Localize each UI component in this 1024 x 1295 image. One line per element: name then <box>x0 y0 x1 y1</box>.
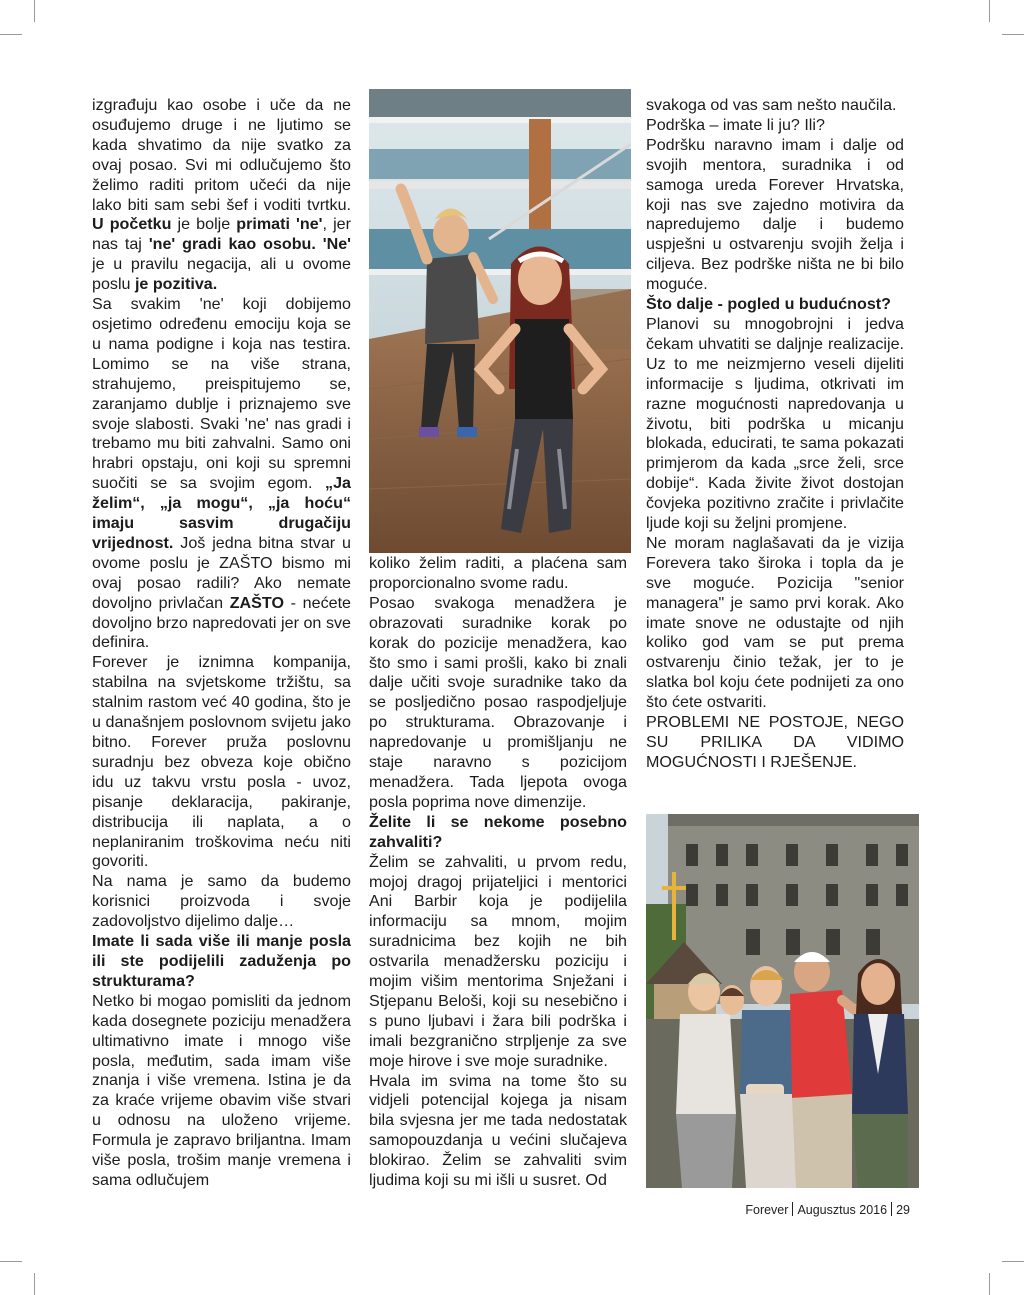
article-column-2 <box>369 554 627 1191</box>
paragraph: Netko bi mogao pomisliti da jednom kada dosegnete poziciju menadžera ultimativno imate i mnogo više posla, međutim, sada imam više znanja i više vremena. Istina je da za kraće vrijeme obavim više stvari u odnosu na uloženo vrijeme. Formula je zapravo briljantna. Imam više posla, trošim manje vremena i sama odlučujem <box>92 991 351 1189</box>
crop-mark <box>0 34 22 35</box>
paragraph: Planovi su mnogobrojni i jedva čekam uhvatiti se daljnje realizacije. Uz to me neizmjerno veseli dijeliti informacije s ljudima, otkrivati im razne mogućnosti napredovanja u životu, biti podrška u micanju blokada, educirati, te sama pokazati primjerom da kada „srce želi, srce dobije“. Kada živite život dostojan čovjeka pozitivno zračite i privlačite ljude koji su željni promjene. <box>646 314 904 533</box>
section-heading: Što dalje - pogled u budućnost? <box>646 295 891 314</box>
footer-divider <box>792 1202 793 1216</box>
section-heading: Imate li sada više ili manje posla ili ste podijelili zaduženja po strukturama? <box>92 932 351 990</box>
paragraph: PROBLEMI NE POSTOJE, NEGO SU PRILIKA DA VIDIMO MOGUĆNOSTI I RJEŠENJE. <box>646 713 904 771</box>
crop-mark <box>34 0 35 22</box>
footer-issue: Augusztus 2016 <box>797 1203 888 1217</box>
paragraph: Želim se zahvaliti, u prvom redu, mojoj dragoj prijateljici i mentorici Ani Barbir koja je podijelila informaciju sa mnom, mojim suradnicima bez kojih ne bih ostvarila menadžersku poziciju i mojim višim mentorima Snježani i Stjepanu Beloši, koji su nesebično i s puno ljubavi i žara bili podrška i imali bezgranično strpljenje za sve moje hirove i sve moje suradnike. <box>369 852 627 1070</box>
paragraph: svakoga od vas sam nešto naučila. <box>646 96 897 114</box>
paragraph: koliko želim raditi, a plaćena sam proporcionalno svome radu. <box>369 554 627 592</box>
photo-group <box>646 814 919 1188</box>
paragraph: Podrška – imate li ju? Ili? <box>646 115 825 134</box>
paragraph: Ne moram naglašavati da je vizija Forevera tako široka i topla da je sve moguće. Pozicija "senior managera" je samo prvi korak. Ako imate snove ne odustajte od njih koliko god vam se put prema ostvarenju činio težak, jer to je slatka bol koju ćete podnijeti za ono što ćete ostvariti. <box>646 533 904 712</box>
paragraph: Forever je iznimna kompanija, stabilna na svjetskome tržištu, sa stalnim rastom već 40 godina, što je u današnjem poslovnom svijetu jako bitno. Forever pruža poslovnu suradnju bez obveza koje obično idu uz takvu vrstu posla - uvoz, pisanje deklaracija, pakiranje, distribucija ili naplata, a o neplaniranim troškovima neću niti govoriti. <box>92 653 351 871</box>
paragraph: Na nama je samo da budemo korisnici proizvoda i svoje zadovoljstvo dijelimo dalje… <box>92 872 351 931</box>
footer-divider <box>891 1202 892 1216</box>
article-column-1 <box>92 96 351 1191</box>
section-heading: Želite li se nekome posebno zahvaliti? <box>369 812 627 851</box>
paragraph: izgrađuju kao osobe i uče da ne osuđujemo druge i ne ljutimo se kada shvatimo da nije svatko za ovaj posao. Svi mi odlučujemo što želimo raditi pritom učeći da nije lako biti sam sebi šef i voditi tvrtku. U početku je bolje primati 'ne', jer nas taj 'ne' gradi kao osobu. 'Ne' je u pravilu negacija, ali u ovome poslu je pozitiva. <box>92 96 352 294</box>
crop-mark <box>989 1273 990 1295</box>
photo-dancing-women-image <box>369 89 631 553</box>
paragraph: Posao svakoga menadžera je obrazovati suradnike korak po korak do pozicije menadžera, kao što smo i sami prošli, kako bi znali dalje učiti svoje suradnike tako da se posljedično posao raspodjeljuje po strukturama. Obrazovanje i napredovanje u promišljanju ne staje naravno s pozicijom menadžera. Tada ljepota ovoga posla poprima nove dimenzije. <box>369 593 627 811</box>
crop-mark <box>34 1273 35 1295</box>
crop-mark <box>1002 34 1024 35</box>
page-number: 29 <box>896 1203 910 1217</box>
page-footer <box>620 1202 910 1217</box>
paragraph: Hvala im svima na tome što su vidjeli potencijal kojega ja nisam bila svjesna jer me tada nedostatak samopouzdanja u većini slučajeva blokirao. Želim se zahvaliti svim ljudima koji su mi išli u susret. Od <box>369 1071 627 1190</box>
crop-mark <box>1002 1261 1024 1262</box>
footer-brand: Forever <box>745 1203 789 1217</box>
crop-mark <box>0 1261 22 1262</box>
paragraph: Podršku naravno imam i dalje od svojih mentora, suradnika i od samoga ureda Forever Hrvatska, koji nas sve zajedno motivira da napredujemo dalje i budemo uspješni u ostvarenju svojih želja i ciljeva. Bez podrške ništa ne bi bilo moguće. <box>646 135 904 294</box>
crop-mark <box>989 0 990 22</box>
article-column-3 <box>646 96 904 773</box>
paragraph: Sa svakim 'ne' koji dobijemo osjetimo određenu emociju koja se u nama podigne i koja nas testira. Lomimo se na više strana, strahujemo, preispitujemo se, zaranjamo dublje i priznajemo sve svoje slabosti. Svaki 'ne' nas gradi i trebamo mu biti zahvalni. Samo oni hrabri opstaju, oni koji su spremni suočiti se sa svojim egom. „Ja želim“, „ja mogu“, „ja hoću“ imaju sasvim drugačiju vrijednost. Još jedna bitna stvar u ovome poslu je ZAŠTO bismo mi ovaj posao radili? Ako nemate dovoljno privlačan ZAŠTO - nećete dovoljno brzo napredovati jer on sve definira. <box>92 295 351 652</box>
photo-dancing-women <box>369 89 631 553</box>
photo-group-image <box>646 814 919 1188</box>
